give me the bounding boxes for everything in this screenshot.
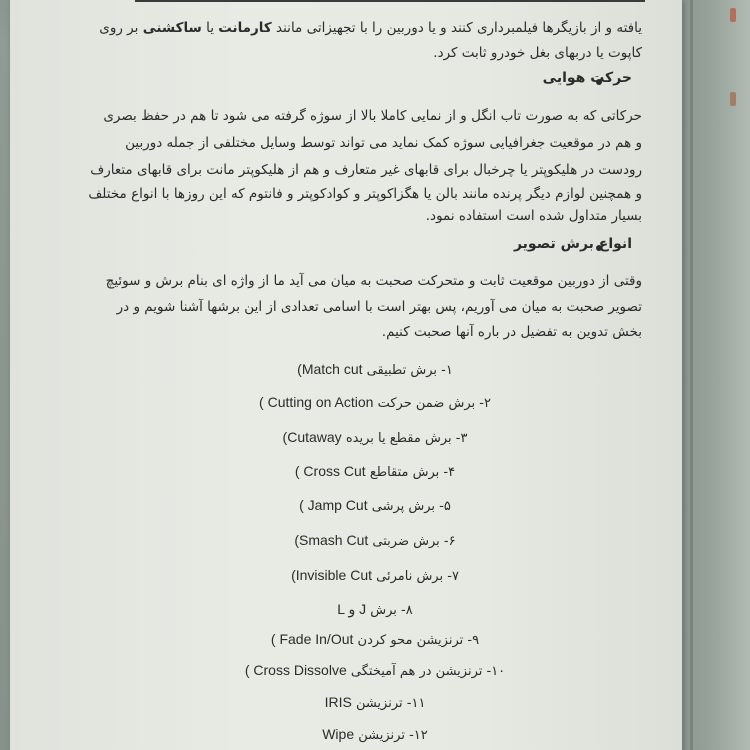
aerial-line-5: بسیار متداول شده است استفاده نمود. [425, 208, 642, 224]
header-rule [135, 0, 645, 2]
list-item: ۱۱- ترنزیشن IRIS [324, 694, 426, 711]
section-heading-aerial: حرکت هوایی [542, 70, 632, 86]
list-item: ۵- برش پرشی ( Jamp Cut [299, 497, 451, 514]
edge-mark [730, 92, 736, 106]
list-item: ۱۲- ترنزیشن Wipe [322, 726, 428, 743]
edge-mark [730, 8, 736, 22]
aerial-line-1: حرکاتی که به صورت تاب انگل و از نمایی کاملا بالا از سوژه گرفته می شود تا هم در حفظ بصری [103, 108, 642, 124]
aerial-line-3: رودست در هلیکوپتر یا چرخبال برای قابهای غیر متعارف و هم از هلیکوپتر مانت برای قابهای متعارف [90, 162, 642, 178]
list-item: ۲- برش ضمن حرکت ( Cutting on Action [259, 394, 491, 411]
intro-line-1: یافته و از بازیگرها فیلمبرداری کنند و یا دوربین را با تجهیزاتی مانند کارمانت یا ساکشنی بر روی [99, 20, 642, 36]
aerial-line-2: و هم در موقعیت جغرافیایی سوژه کمک نماید می تواند توسط وسایل مختلفی از جمله دوربین [125, 135, 642, 151]
list-item: ۴- برش متقاطع ( Cross Cut [294, 463, 456, 480]
list-item: ۶- برش ضربتی (Smash Cut [294, 532, 456, 549]
list-item: ۱- برش تطبیقی (Match cut [297, 361, 453, 378]
list-item: ۳- برش مقطع یا بریده (Cutaway [282, 429, 468, 446]
list-item: ۷- برش نامرئی (Invisible Cut [291, 567, 459, 584]
cuts-line-2: تصویر صحبت به میان می آوریم، پس بهتر است با اسامی تعدادی از این برشها آشنا شویم و در [116, 299, 642, 315]
list-item: ۱۰- ترنزیشن در هم آمیختگی ( Cross Dissolve [244, 662, 506, 679]
intro-line-2: کاپوت یا دربهای بغل خودرو ثابت کرد. [433, 45, 642, 61]
cuts-line-3: بخش تدوین به تفضیل در باره آنها صحبت کنیم. [381, 324, 642, 340]
aerial-line-4: و همچنین لوازم دیگر پرنده مانند بالن یا هگزاکوپتر و کوادکوپتر و فانتوم که این روزها با انواع مختلف [88, 186, 642, 202]
list-item: ۹- ترنزیشن محو کردن ( Fade In/Out [270, 631, 480, 648]
bold-term-suction: ساکشنی [142, 20, 202, 36]
section-heading-cut-types: انواع برش تصویر [513, 236, 632, 252]
bold-term-carmount: کارمانت [218, 20, 272, 36]
cuts-line-1: وقتی از دوربین موقعیت ثابت و متحرکت صحبت به میان می آید ما از واژه ای بنام برش و سوئیچ [105, 273, 642, 289]
list-item: ۸- برش L و J [337, 601, 413, 618]
